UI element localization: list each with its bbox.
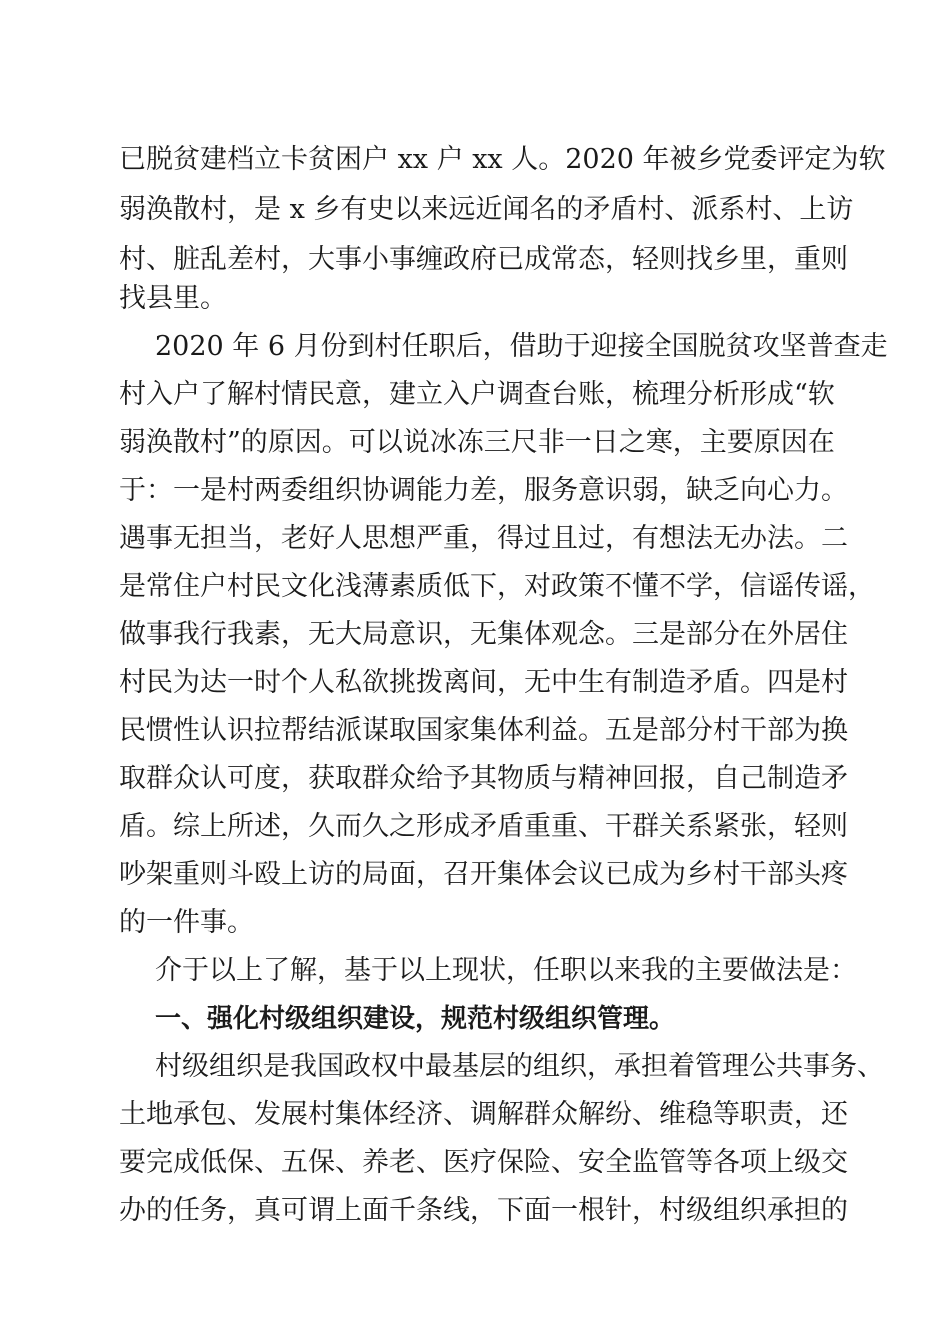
text-line: 村、脏乱差村，大事小事缠政府已成常态，轻则找乡里，重则 (119, 244, 848, 275)
text-line: 弱涣散村”的原因。可以说冰冻三尺非一日之寒，主要原因在 (119, 427, 835, 458)
text-line: 吵架重则斗殴上访的局面，召开集体会议已成为乡村干部头疼 (119, 859, 848, 890)
text-line: 2020 年 6 月份到村任职后，借助于迎接全国脱贫攻坚普查走 (155, 331, 888, 362)
text-line: 土地承包、发展村集体经济、调解群众解纷、维稳等职责，还 (119, 1099, 848, 1130)
text-line: 于：一是村两委组织协调能力差，服务意识弱，缺乏向心力。 (119, 475, 848, 506)
text-line: 做事我行我素，无大局意识，无集体观念。三是部分在外居住 (119, 619, 848, 650)
text-line: 是常住户村民文化浅薄素质低下，对政策不懂不学，信谣传谣， (119, 571, 875, 602)
text-line: 的一件事。 (119, 907, 254, 938)
text-line: 村民为达一时个人私欲挑拨离间，无中生有制造矛盾。四是村 (119, 667, 848, 698)
text-line: 村入户了解村情民意，建立入户调查台账，梳理分析形成“软 (119, 379, 835, 410)
text-line: 办的任务，真可谓上面千条线，下面一根针，村级组织承担的 (119, 1195, 848, 1226)
text-line: 遇事无担当，老好人思想严重，得过且过，有想法无办法。二 (119, 523, 848, 554)
text-line: 弱涣散村，是 x 乡有史以来远近闻名的矛盾村、派系村、上访 (119, 194, 854, 225)
text-line: 已脱贫建档立卡贫困户 xx 户 xx 人。2020 年被乡党委评定为软 (119, 144, 886, 175)
text-line: 找县里。 (119, 283, 227, 314)
text-line: 要完成低保、五保、养老、医疗保险、安全监管等各项上级交 (119, 1147, 848, 1178)
text-line: 介于以上了解，基于以上现状，任职以来我的主要做法是： (155, 955, 857, 986)
section-heading: 一、强化村级组织建设，规范村级组织管理。 (155, 1004, 676, 1034)
text-line: 村级组织是我国政权中最基层的组织，承担着管理公共事务、 (155, 1051, 884, 1082)
text-line: 取群众认可度，获取群众给予其物质与精神回报，自己制造矛 (119, 763, 848, 794)
text-line: 盾。综上所述，久而久之形成矛盾重重、干群关系紧张，轻则 (119, 811, 848, 842)
text-line: 民惯性认识拉帮结派谋取国家集体利益。五是部分村干部为换 (119, 715, 848, 746)
